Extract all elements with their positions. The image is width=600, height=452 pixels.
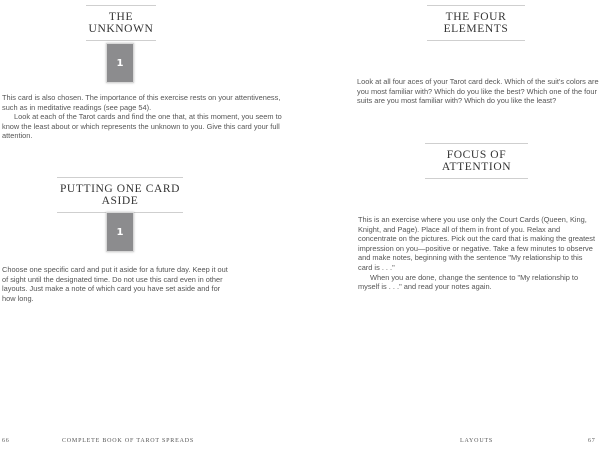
card-number: 1 (116, 57, 124, 69)
section-body-the-unknown (2, 93, 282, 141)
page-number: 66 (2, 438, 10, 444)
section-body-putting-one-card-aside (2, 265, 234, 303)
section-title-putting-one-card-aside: PUTTING ONE CARD ASIDE (57, 177, 183, 213)
section-body-the-four-elements (357, 77, 600, 106)
tarot-card-position-1 (106, 43, 134, 83)
running-title: COMPLETE BOOK OF TAROT SPREADS (62, 438, 194, 444)
running-title: LAYOUTS (460, 438, 494, 444)
paragraph: This card is also chosen. The importance of this exercise rests on your attentiveness, such as in meditative readings (see page 54). (2, 93, 281, 112)
paragraph: Look at all four aces of your Tarot card deck. Which of the suit's colors are you most familiar with? Which do you like the best? Which one of the four suits are you most familiar with? Which do you like the least? (357, 77, 599, 106)
paragraph: This is an exercise where you use only the Court Cards (Queen, King, Knight, and Page). Place all of them in front of you. Relax and concentrate on the pictures. Pick out the card that is making the greatest impression on you—positive or negative. Take a few minutes to observe and make notes, beginning with the sentence "My relationship to this card is . . ." (358, 215, 596, 272)
section-title-the-unknown: THE UNKNOWN (86, 5, 156, 41)
paragraph: Look at each of the Tarot cards and find the one that, at this moment, you seem to know the least about or which represents the unknown to you. Give this card your full attention. (2, 112, 282, 141)
page-number: 67 (588, 438, 596, 444)
card-number: 1 (116, 226, 124, 238)
right-page (300, 0, 600, 452)
section-body-focus-of-attention (358, 215, 598, 292)
section-title-focus-of-attention: FOCUS OF ATTENTION (425, 143, 528, 179)
paragraph: When you are done, change the sentence to "My relationship to myself is . . ." and read your notes again. (358, 272, 579, 292)
section-title-the-four-elements: THE FOUR ELEMENTS (427, 5, 525, 41)
tarot-card-position-1 (106, 212, 134, 252)
paragraph: Choose one specific card and put it aside for a future day. Keep it out of sight until the designated time. Do not use this card even in other layouts. Just make a note of which card you have set aside and for how long. (2, 265, 228, 303)
